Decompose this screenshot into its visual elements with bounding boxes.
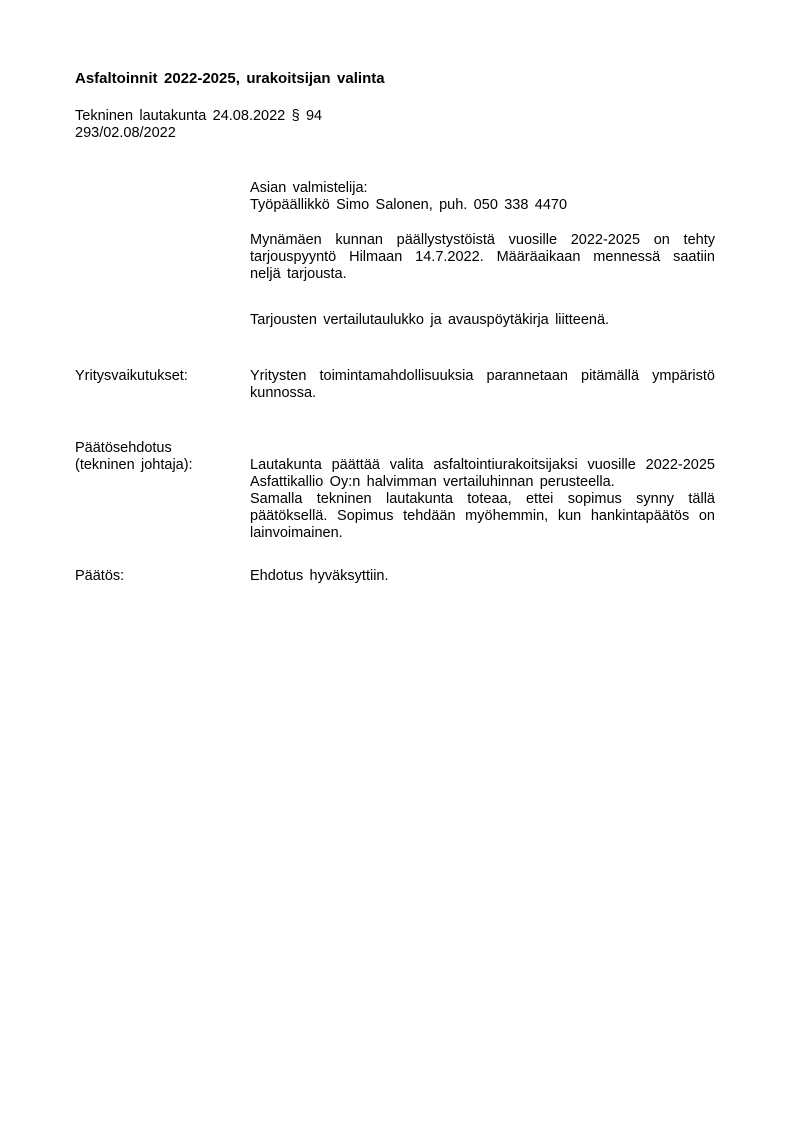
preparer-detail: Työpäällikkö Simo Salonen, puh. 050 338 4470 [250,197,568,213]
yritysvaikutukset-text: Yritysten toimintamahdollisuuksia parannetaan pitämällä ympäristö kunnossa. [250,368,715,401]
section-yritysvaikutukset [75,368,794,402]
paatosehdotus-label [75,440,250,474]
paatosehdotus-label-line2: (tekninen johtaja): [75,457,193,473]
attachments-paragraph: Tarjousten vertailutaulukko ja avauspöytäkirja liitteenä. [250,312,610,328]
paatosehdotus-paragraph2: Samalla tekninen lautakunta toteaa, ettei sopimus synny tällä päätöksellä. Sopimus tehdään myöhemmin, kun hankintapäätös on lainvoimainen. [250,491,715,541]
yritysvaikutukset-label: Yritysvaikutukset: [75,368,188,384]
document-title: Asfaltoinnit 2022-2025, urakoitsijan valinta [75,70,385,87]
section-paatosehdotus [75,440,794,542]
section-paatos [75,568,794,585]
paatosehdotus-paragraph1: Lautakunta päättää valita asfaltointiurakoitsijaksi vuosille 2022-2025 Asfattikallio Oy:n halvimman vertailuhinnan perusteella. [250,457,715,490]
record-number: 293/02.08/2022 [75,125,176,141]
committee-date-line: Tekninen lautakunta 24.08.2022 § 94 [75,108,323,124]
preparer-heading: Asian valmistelija: [250,180,368,196]
tender-paragraph: Mynämäen kunnan päällystystöistä vuosille 2022-2025 on tehty tarjouspyyntö Hilmaan 14.7.2022. Määräaikaan mennessä saatiin neljä tarjousta. [250,232,715,282]
preparer-block [250,180,715,214]
paatosehdotus-label-line1: Päätösehdotus [75,440,172,456]
paatosehdotus-text [250,440,715,542]
paatos-label: Päätös: [75,568,125,584]
meta-block [75,108,794,142]
paatos-text: Ehdotus hyväksyttiin. [250,568,389,584]
